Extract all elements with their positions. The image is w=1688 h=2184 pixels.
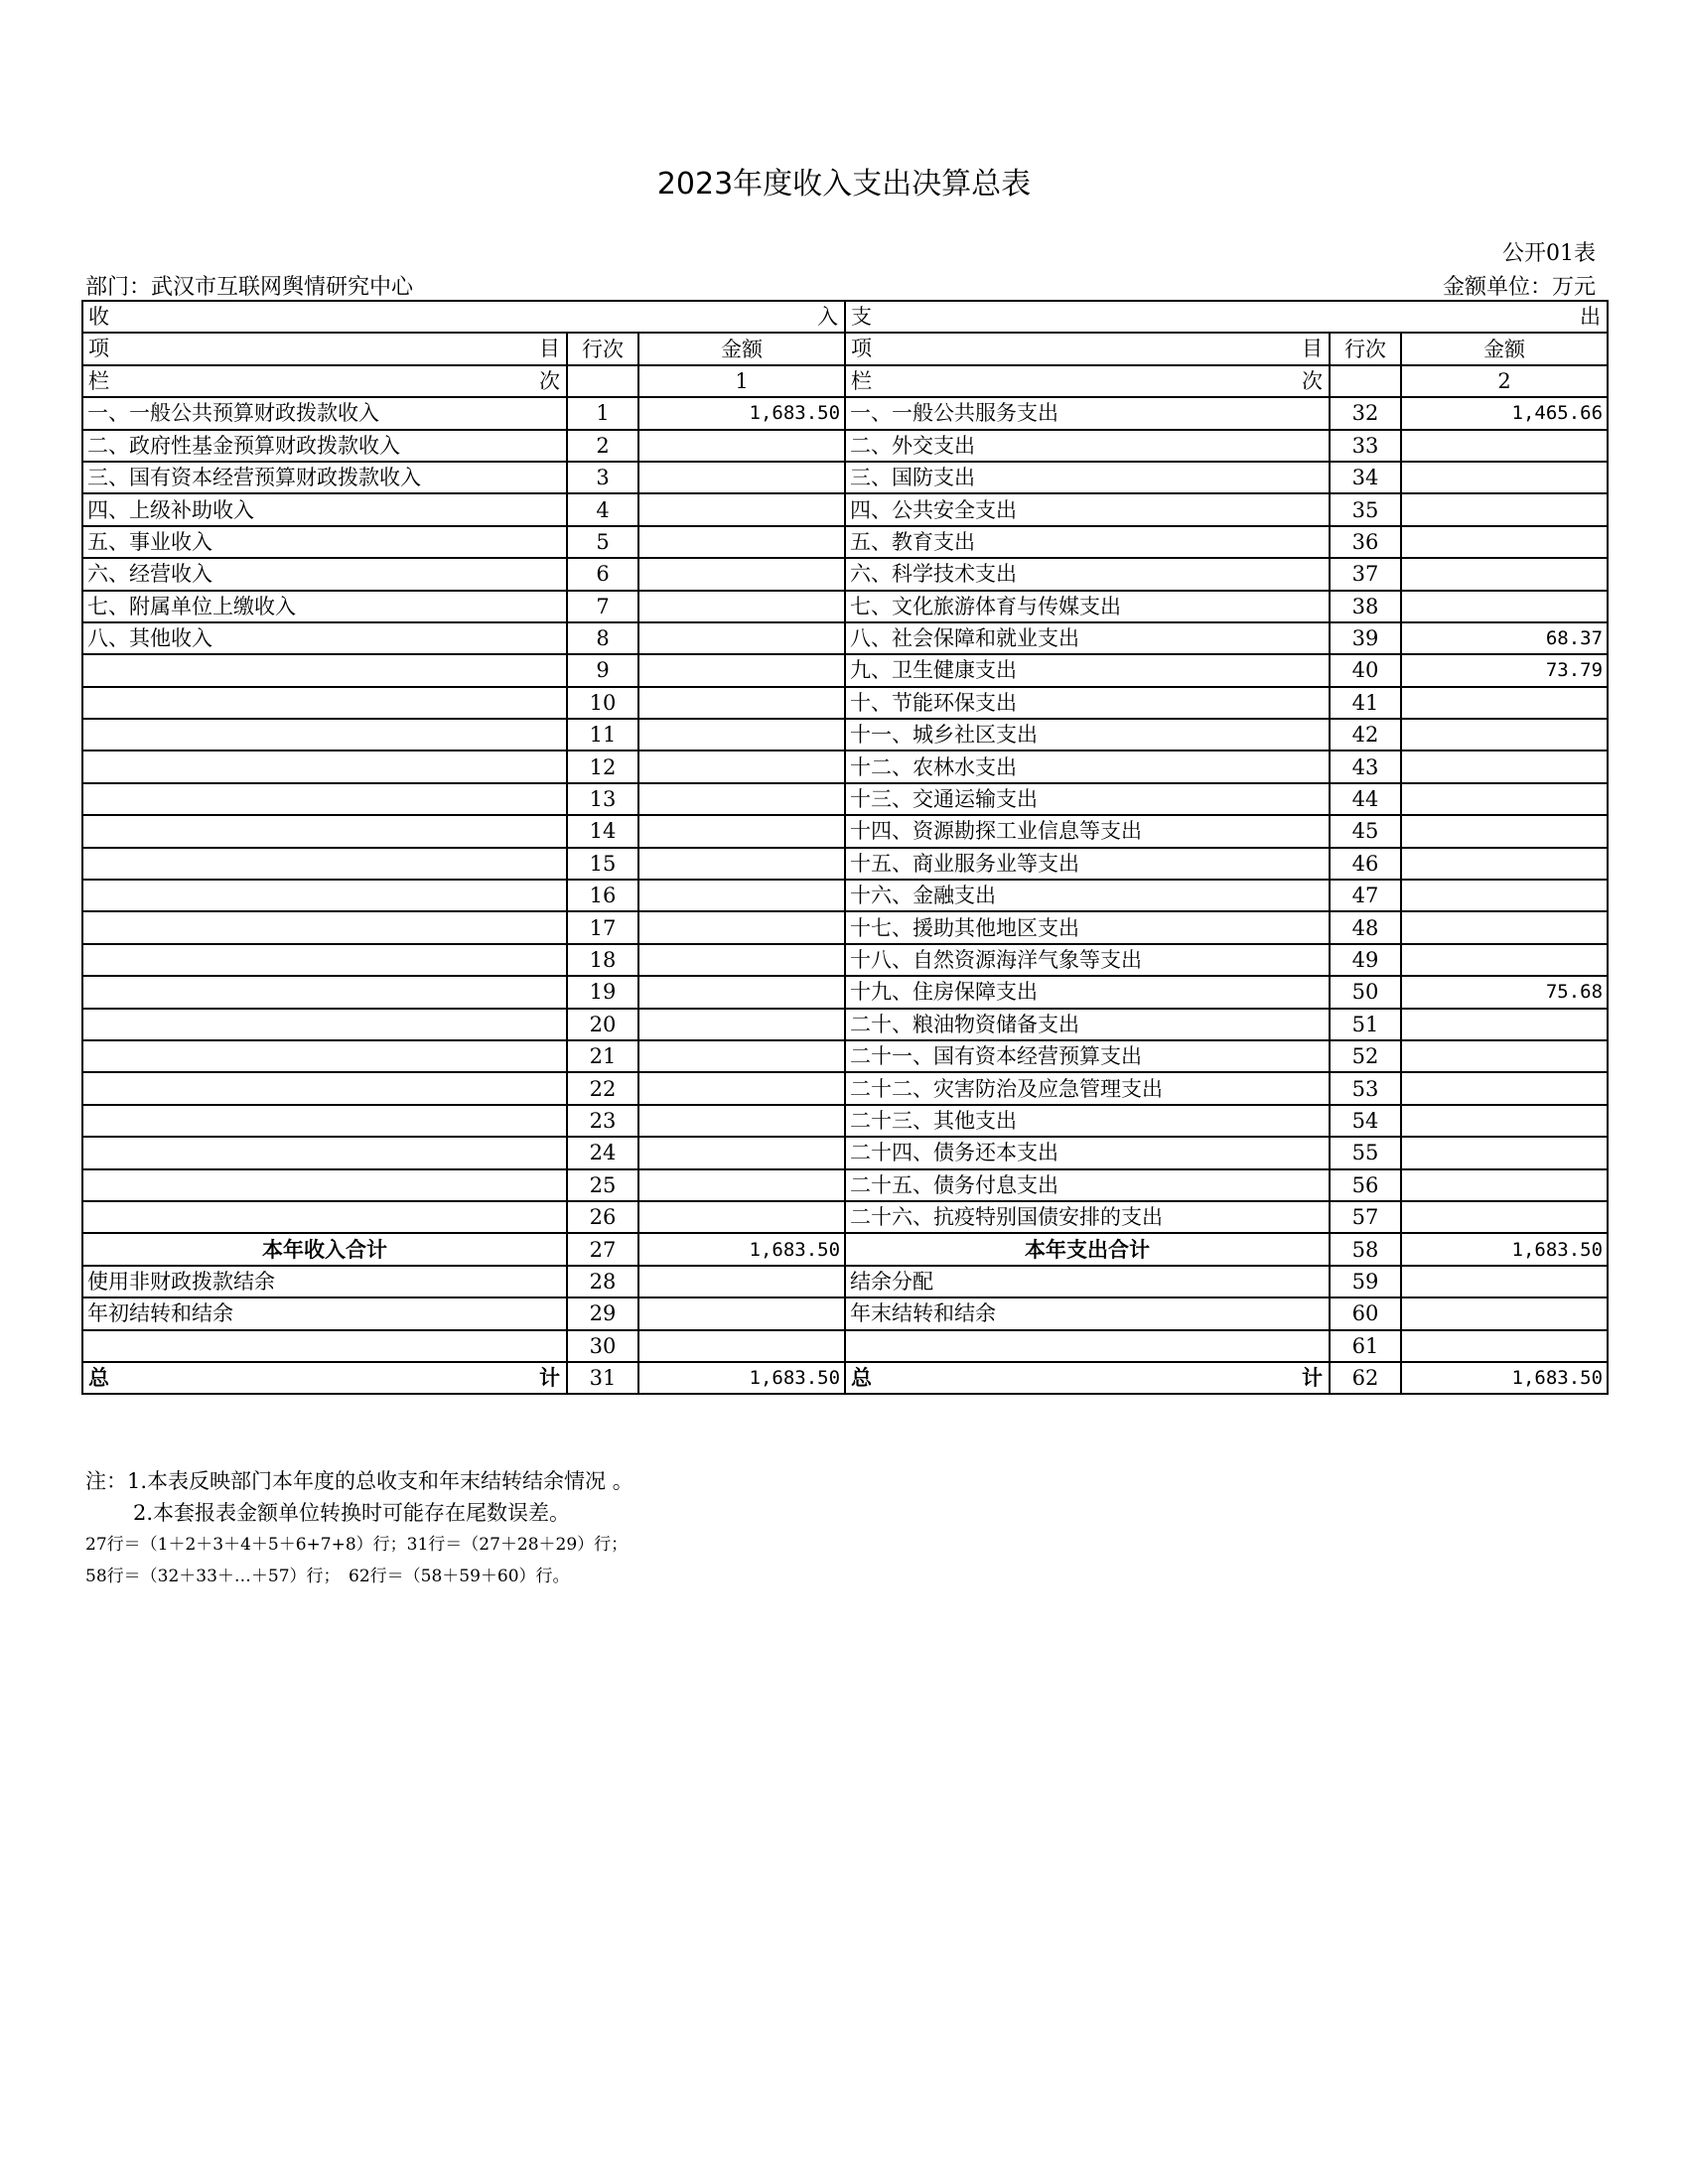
income-amount [638, 783, 845, 815]
income-amount [638, 976, 845, 1008]
income-row-number: 5 [567, 526, 638, 558]
expense-total-row-number: 62 [1330, 1362, 1401, 1394]
expense-item-name: 二十三、其他支出 [845, 1105, 1330, 1137]
income-item-name [82, 1105, 567, 1137]
income-col-blank [567, 365, 638, 397]
expense-row-number: 43 [1330, 751, 1401, 782]
income-amount [638, 622, 845, 654]
expense-row-number: 48 [1330, 911, 1401, 943]
table-row [82, 880, 1608, 911]
expense-item-name: 五、教育支出 [845, 526, 1330, 558]
income-amount [638, 1105, 845, 1137]
expense-item-name: 十七、援助其他地区支出 [845, 911, 1330, 943]
expense-row-number: 42 [1330, 719, 1401, 751]
income-amount [638, 911, 845, 943]
expense-row-number: 37 [1330, 558, 1401, 590]
expense-amount [1401, 783, 1608, 815]
expense-item-name: 十、节能环保支出 [845, 687, 1330, 719]
table-row [82, 558, 1608, 590]
expense-item-name: 十九、住房保障支出 [845, 976, 1330, 1008]
expense-amount [1401, 751, 1608, 782]
income-item-name [82, 687, 567, 719]
income-item-name [82, 783, 567, 815]
expense-row-number: 35 [1330, 493, 1401, 525]
expense-amount [1401, 1137, 1608, 1168]
income-row-number: 16 [567, 880, 638, 911]
income-row-number: 15 [567, 848, 638, 880]
income-row-number: 7 [567, 591, 638, 622]
income-amount [638, 1297, 845, 1329]
income-amount [638, 944, 845, 976]
income-amount [638, 687, 845, 719]
expense-header-left: 支 [851, 305, 873, 329]
expense-item-name: 二、外交支出 [845, 430, 1330, 462]
income-amount [638, 880, 845, 911]
table-row [82, 1297, 1608, 1329]
income-item-name: 一、一般公共预算财政拨款收入 [82, 397, 567, 429]
income-item-name [82, 1201, 567, 1233]
income-item-name: 使用非财政拨款结余 [82, 1266, 567, 1297]
income-row-number: 18 [567, 944, 638, 976]
expense-amount [1401, 1330, 1608, 1362]
income-amount [638, 430, 845, 462]
expense-amount [1401, 526, 1608, 558]
expense-amount: 68.37 [1401, 622, 1608, 654]
expense-total-amount: 1,683.50 [1401, 1362, 1608, 1394]
table-row [82, 976, 1608, 1008]
expense-amount [1401, 1297, 1608, 1329]
expense-amount [1401, 1105, 1608, 1137]
expense-rowno-header: 行次 [1330, 333, 1401, 364]
income-item-name [82, 911, 567, 943]
expense-row-number: 61 [1330, 1330, 1401, 1362]
expense-amount [1401, 911, 1608, 943]
income-rowno-header: 行次 [567, 333, 638, 364]
table-row [82, 1072, 1608, 1104]
expense-amount [1401, 430, 1608, 462]
expense-item-name: 二十六、抗疫特别国债安排的支出 [845, 1201, 1330, 1233]
income-amount [638, 815, 845, 847]
income-expense-table [81, 300, 1609, 1395]
item-header-right: 目 [539, 337, 560, 361]
income-item-name [82, 1137, 567, 1168]
income-amount [638, 751, 845, 782]
income-amount [638, 654, 845, 686]
income-row-number: 21 [567, 1040, 638, 1072]
income-amount [638, 1266, 845, 1297]
expense-item-name: 二十五、债务付息支出 [845, 1169, 1330, 1201]
income-item-name: 四、上级补助收入 [82, 493, 567, 525]
income-header-left: 收 [88, 305, 109, 329]
expense-row-number: 51 [1330, 1009, 1401, 1040]
income-amount [638, 1009, 845, 1040]
income-amount-header: 金额 [638, 333, 845, 364]
income-row-number: 11 [567, 719, 638, 751]
expense-row-number: 36 [1330, 526, 1401, 558]
expense-row-number: 60 [1330, 1297, 1401, 1329]
table-row [82, 462, 1608, 493]
expense-row-number: 46 [1330, 848, 1401, 880]
table-row [82, 1009, 1608, 1040]
income-amount [638, 1201, 845, 1233]
item-header-right: 目 [1302, 337, 1324, 361]
income-row-number: 17 [567, 911, 638, 943]
expense-item-name: 四、公共安全支出 [845, 493, 1330, 525]
income-amount [638, 526, 845, 558]
expense-amount: 75.68 [1401, 976, 1608, 1008]
income-col-label [82, 365, 567, 397]
income-item-header [82, 333, 567, 364]
table-row [82, 783, 1608, 815]
table-row [82, 848, 1608, 880]
expense-row-number: 38 [1330, 591, 1401, 622]
total-label-left: 总 [851, 1365, 873, 1390]
department-label: 部门：武汉市互联网舆情研究中心 [85, 275, 414, 300]
report-title: 2023年度收入支出决算总表 [656, 167, 1032, 202]
income-item-name: 本年收入合计 [82, 1233, 567, 1265]
income-row-number: 22 [567, 1072, 638, 1104]
expense-col-label [845, 365, 1330, 397]
income-row-number: 24 [567, 1137, 638, 1168]
expense-item-name: 二十四、债务还本支出 [845, 1137, 1330, 1168]
income-item-name [82, 880, 567, 911]
income-header-right: 入 [817, 305, 839, 329]
income-row-number: 13 [567, 783, 638, 815]
expense-row-number: 52 [1330, 1040, 1401, 1072]
table-row [82, 654, 1608, 686]
expense-row-number: 33 [1330, 430, 1401, 462]
income-item-name: 五、事业收入 [82, 526, 567, 558]
income-row-number: 2 [567, 430, 638, 462]
expense-item-name: 六、科学技术支出 [845, 558, 1330, 590]
item-header-left: 项 [88, 337, 109, 361]
expense-item-name: 结余分配 [845, 1266, 1330, 1297]
income-item-name: 八、其他收入 [82, 622, 567, 654]
header-row-colnumbers [82, 365, 1608, 397]
expense-amount [1401, 944, 1608, 976]
income-amount [638, 1330, 845, 1362]
income-item-name [82, 944, 567, 976]
expense-amount [1401, 719, 1608, 751]
income-row-number: 10 [567, 687, 638, 719]
expense-amount: 1,683.50 [1401, 1233, 1608, 1265]
income-row-number: 12 [567, 751, 638, 782]
expense-row-number: 58 [1330, 1233, 1401, 1265]
expense-row-number: 32 [1330, 397, 1401, 429]
expense-total-label [845, 1362, 1330, 1394]
expense-row-number: 59 [1330, 1266, 1401, 1297]
income-item-name [82, 1009, 567, 1040]
income-item-name [82, 1072, 567, 1104]
table-body [82, 301, 1608, 1394]
table-row [82, 493, 1608, 525]
expense-amount [1401, 1040, 1608, 1072]
income-amount [638, 848, 845, 880]
expense-amount [1401, 687, 1608, 719]
income-item-name [82, 1040, 567, 1072]
income-item-name: 二、政府性基金预算财政拨款收入 [82, 430, 567, 462]
table-row [82, 526, 1608, 558]
income-row-number: 29 [567, 1297, 638, 1329]
expense-row-number: 47 [1330, 880, 1401, 911]
expense-amount [1401, 848, 1608, 880]
income-row-number: 8 [567, 622, 638, 654]
income-amount [638, 719, 845, 751]
income-row-number: 28 [567, 1266, 638, 1297]
expense-amount [1401, 1266, 1608, 1297]
expense-col-number: 2 [1401, 365, 1608, 397]
note-line-3: 27行＝（1＋2＋3＋4＋5＋6+7+8）行；31行＝（27＋28＋29）行； [85, 1535, 629, 1555]
expense-item-name: 本年支出合计 [845, 1233, 1330, 1265]
income-amount [638, 591, 845, 622]
income-item-name [82, 1169, 567, 1201]
expense-item-name: 三、国防支出 [845, 462, 1330, 493]
table-row [82, 622, 1608, 654]
table-row [82, 1330, 1608, 1362]
col-label-right: 次 [539, 368, 560, 393]
expense-item-name [845, 1330, 1330, 1362]
col-label-left: 栏 [851, 368, 873, 393]
expense-row-number: 40 [1330, 654, 1401, 686]
expense-header-right: 出 [1580, 305, 1602, 329]
income-item-name [82, 976, 567, 1008]
table-row [82, 815, 1608, 847]
income-amount: 1,683.50 [638, 1233, 845, 1265]
expense-item-name: 七、文化旅游体育与传媒支出 [845, 591, 1330, 622]
table-row [82, 1105, 1608, 1137]
income-amount [638, 558, 845, 590]
income-section-header [82, 301, 845, 333]
header-row-columns [82, 333, 1608, 364]
expense-amount [1401, 880, 1608, 911]
income-amount [638, 1137, 845, 1168]
expense-section-header [845, 301, 1608, 333]
expense-item-name: 十一、城乡社区支出 [845, 719, 1330, 751]
expense-amount [1401, 815, 1608, 847]
income-total-amount: 1,683.50 [638, 1362, 845, 1394]
footnotes [85, 1465, 633, 1592]
expense-row-number: 34 [1330, 462, 1401, 493]
col-label-left: 栏 [88, 368, 109, 393]
expense-row-number: 50 [1330, 976, 1401, 1008]
expense-row-number: 54 [1330, 1105, 1401, 1137]
expense-item-name: 十六、金融支出 [845, 880, 1330, 911]
total-label-right: 计 [1302, 1365, 1324, 1390]
income-row-number: 27 [567, 1233, 638, 1265]
income-col-number: 1 [638, 365, 845, 397]
income-amount [638, 493, 845, 525]
expense-item-header [845, 333, 1330, 364]
income-row-number: 20 [567, 1009, 638, 1040]
total-label-right: 计 [539, 1365, 560, 1390]
income-item-name [82, 654, 567, 686]
income-item-name [82, 751, 567, 782]
expense-amount: 1,465.66 [1401, 397, 1608, 429]
expense-amount [1401, 493, 1608, 525]
expense-row-number: 45 [1330, 815, 1401, 847]
expense-item-name: 九、卫生健康支出 [845, 654, 1330, 686]
table-row [82, 397, 1608, 429]
expense-col-blank [1330, 365, 1401, 397]
col-label-right: 次 [1302, 368, 1324, 393]
expense-amount [1401, 1201, 1608, 1233]
total-label-left: 总 [88, 1365, 109, 1390]
income-row-number: 14 [567, 815, 638, 847]
income-amount [638, 1040, 845, 1072]
total-row [82, 1362, 1608, 1394]
item-header-left: 项 [851, 337, 873, 361]
income-item-name [82, 815, 567, 847]
table-row [82, 1266, 1608, 1297]
expense-row-number: 56 [1330, 1169, 1401, 1201]
expense-amount [1401, 1072, 1608, 1104]
table-row [82, 1201, 1608, 1233]
expense-amount-header: 金额 [1401, 333, 1608, 364]
expense-amount [1401, 1169, 1608, 1201]
expense-item-name: 二十、粮油物资储备支出 [845, 1009, 1330, 1040]
expense-item-name: 二十二、灾害防治及应急管理支出 [845, 1072, 1330, 1104]
income-row-number: 3 [567, 462, 638, 493]
table-row [82, 1040, 1608, 1072]
income-row-number: 30 [567, 1330, 638, 1362]
income-amount [638, 462, 845, 493]
income-amount [638, 1169, 845, 1201]
expense-row-number: 55 [1330, 1137, 1401, 1168]
table-row [82, 1137, 1608, 1168]
income-amount: 1,683.50 [638, 397, 845, 429]
note-line-4: 58行＝（32＋33＋…＋57）行； 62行＝（58＋59＋60）行。 [85, 1567, 570, 1586]
expense-item-name: 八、社会保障和就业支出 [845, 622, 1330, 654]
income-item-name: 年初结转和结余 [82, 1297, 567, 1329]
expense-row-number: 49 [1330, 944, 1401, 976]
income-total-row-number: 31 [567, 1362, 638, 1394]
income-item-name: 七、附属单位上缴收入 [82, 591, 567, 622]
subtotal-row [82, 1233, 1608, 1265]
income-amount [638, 1072, 845, 1104]
expense-amount [1401, 1009, 1608, 1040]
income-row-number: 25 [567, 1169, 638, 1201]
income-total-label [82, 1362, 567, 1394]
expense-item-name: 十四、资源勘探工业信息等支出 [845, 815, 1330, 847]
income-row-number: 19 [567, 976, 638, 1008]
table-row [82, 944, 1608, 976]
income-row-number: 4 [567, 493, 638, 525]
expense-row-number: 53 [1330, 1072, 1401, 1104]
header-row-section [82, 301, 1608, 333]
expense-row-number: 44 [1330, 783, 1401, 815]
expense-item-name: 十五、商业服务业等支出 [845, 848, 1330, 880]
income-row-number: 23 [567, 1105, 638, 1137]
income-item-name [82, 719, 567, 751]
income-row-number: 26 [567, 1201, 638, 1233]
expense-amount [1401, 558, 1608, 590]
table-row [82, 591, 1608, 622]
table-row [82, 687, 1608, 719]
amount-unit-label: 金额单位：万元 [1442, 275, 1596, 300]
income-item-name [82, 1330, 567, 1362]
table-row [82, 911, 1608, 943]
expense-amount [1401, 462, 1608, 493]
expense-item-name: 十八、自然资源海洋气象等支出 [845, 944, 1330, 976]
expense-row-number: 41 [1330, 687, 1401, 719]
expense-item-name: 十二、农林水支出 [845, 751, 1330, 782]
income-item-name: 六、经营收入 [82, 558, 567, 590]
income-item-name: 三、国有资本经营预算财政拨款收入 [82, 462, 567, 493]
income-row-number: 9 [567, 654, 638, 686]
table-row [82, 751, 1608, 782]
table-row [82, 1169, 1608, 1201]
note-line-1: 注：1.本表反映部门本年度的总收支和年末结转结余情况 。 [85, 1469, 633, 1493]
expense-amount [1401, 591, 1608, 622]
expense-amount: 73.79 [1401, 654, 1608, 686]
expense-row-number: 39 [1330, 622, 1401, 654]
income-item-name [82, 848, 567, 880]
income-row-number: 6 [567, 558, 638, 590]
table-row [82, 430, 1608, 462]
expense-item-name: 十三、交通运输支出 [845, 783, 1330, 815]
expense-item-name: 一、一般公共服务支出 [845, 397, 1330, 429]
expense-row-number: 57 [1330, 1201, 1401, 1233]
note-line-2: 2.本套报表金额单位转换时可能存在尾数误差。 [133, 1501, 571, 1525]
form-number: 公开01表 [1502, 241, 1596, 266]
table-row [82, 719, 1608, 751]
expense-item-name: 年末结转和结余 [845, 1297, 1330, 1329]
income-row-number: 1 [567, 397, 638, 429]
expense-item-name: 二十一、国有资本经营预算支出 [845, 1040, 1330, 1072]
